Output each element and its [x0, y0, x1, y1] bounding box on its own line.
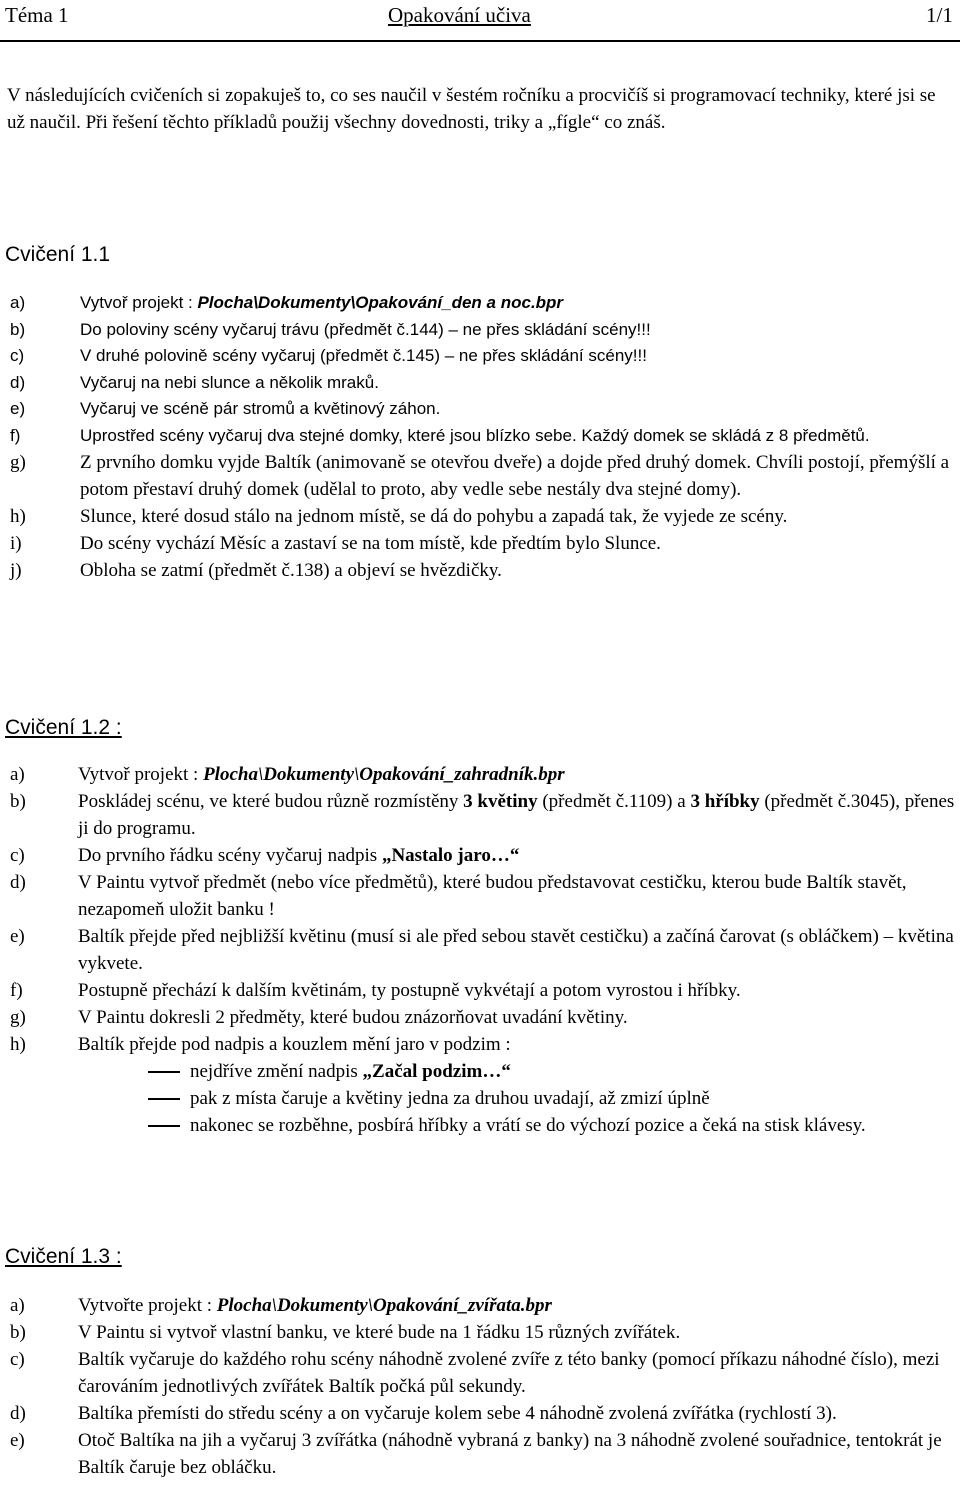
list-item: g) V Paintu dokresli 2 předměty, které budou znázorňovat uvadání květiny.	[10, 1007, 628, 1028]
exercise-1-1-list	[10, 290, 955, 584]
list-item: c) V druhé polovině scény vyčaruj (předmět č.145) – ne přes skládání scény!!!	[10, 346, 647, 365]
list-item: c) Do prvního řádku scény vyčaruj nadpis „Nastalo jaro…“	[10, 845, 520, 866]
page-number: 1/1	[926, 3, 953, 27]
exercise-1-2-title: Cvičení 1.2 :	[5, 716, 122, 739]
list-item: f) Uprostřed scény vyčaruj dva stejné domky, které jsou blízko sebe. Každý domek se skládá z 8 předmětů.	[10, 425, 870, 445]
list-item: e) Vyčaruj ve scéně pár stromů a květinový záhon.	[10, 399, 441, 418]
list-item: d) V Paintu vytvoř předmět (nebo více předmětů), které budou představovat cestičku, kterou bude Baltík stavět, nezapomeň uložit banku !	[10, 872, 907, 920]
list-item: g) Z prvního domku vyjde Baltík (animovaně se otevřou dveře) a dojde před druhý domek. Chvíli postojí, přemýšlí a potom přestaví druhý domek (udělal to proto, aby vedle sebe nestály dva stejné domy).	[10, 452, 950, 500]
list-item: c) Baltík vyčaruje do každého rohu scény náhodně zvolené zvíře z této banky (pomocí příkazu náhodné číslo), mezi čarováním jednotlivých zvířátek Baltík počká půl sekundy.	[10, 1349, 940, 1397]
list-item: i) Do scény vychází Měsíc a zastaví se na tom místě, kde předtím bylo Slunce.	[10, 533, 661, 554]
list-item: h) Baltík přejde pod nadpis a kouzlem mění jaro v podzim :	[10, 1034, 511, 1055]
list-item: e) Otoč Baltíka na jih a vyčaruj 3 zvířátka (náhodně vybraná z banky) na 3 náhodně zvolené souřadnice, tentokrát je Baltík čaruje bez obláčku.	[10, 1430, 942, 1478]
list-item: j) Obloha se zatmí (předmět č.138) a objeví se hvězdičky.	[10, 560, 502, 581]
exercise-1-3-list	[10, 1292, 955, 1481]
list-item: h) Slunce, které dosud stálo na jednom místě, se dá do pohybu a zapadá tak, že vyjede ze scény.	[10, 506, 788, 527]
page-header	[0, 0, 960, 42]
list-item: b) Poskládej scénu, ve které budou různě rozmístěny 3 květiny (předmět č.1109) a 3 hříbky (předmět č.3045), přenes ji do programu.	[10, 791, 955, 839]
exercise-1-3-title: Cvičení 1.3 :	[5, 1245, 122, 1268]
sub-list-item: nakonec se rozběhne, posbírá hříbky a vrátí se do výchozí pozice a čeká na stisk klávesy.	[10, 1112, 955, 1139]
project-path: Plocha\Dokumenty\Opakování_zahradník.bpr	[203, 764, 565, 785]
list-item: d) Baltíka přemísti do středu scény a on vyčaruje kolem sebe 4 náhodně zvolená zvířátka (rychlostí 3).	[10, 1403, 837, 1424]
list-item: b) Do poloviny scény vyčaruj trávu (předmět č.144) – ne přes skládání scény!!!	[10, 319, 651, 339]
project-path: Plocha\Dokumenty\Opakování_zvířata.bpr	[216, 1295, 552, 1316]
list-item: a) Vytvořte projekt : Plocha\Dokumenty\Opakování_zvířata.bpr	[10, 1295, 552, 1316]
list-item: a) Vytvoř projekt : Plocha\Dokumenty\Opakování_zahradník.bpr	[10, 764, 565, 785]
list-item: b) V Paintu si vytvoř vlastní banku, ve které bude na 1 řádku 15 různých zvířátek.	[10, 1322, 681, 1343]
list-item: f) Postupně přechází k dalším květinám, ty postupně vykvétají a potom vyrostou i hříbky.	[10, 980, 741, 1001]
page-title: Opakování učiva	[388, 3, 531, 27]
dash-bullet	[148, 1071, 180, 1073]
sub-list-item: nejdříve změní nadpis „Začal podzim…“	[10, 1058, 955, 1085]
list-item: d) Vyčaruj na nebi slunce a několik mraků.	[10, 372, 379, 392]
topic-label: Téma 1	[5, 3, 69, 27]
dash-bullet	[148, 1125, 180, 1127]
exercise-1-1-title: Cvičení 1.1	[5, 243, 111, 266]
project-path: Plocha\Dokumenty\Opakování_den a noc.bpr	[197, 293, 564, 312]
sub-list-item: pak z místa čaruje a květiny jedna za druhou uvadají, až zmizí úplně	[10, 1085, 955, 1112]
exercise-1-2-list	[10, 761, 955, 1139]
list-item: e) Baltík přejde před nejbližší květinu (musí si ale před sebou stavět cestičku) a začíná čarovat (s obláčkem) – květina vykvete.	[10, 926, 954, 974]
intro-paragraph: V následujících cvičeních si zopakuješ to, co ses naučil v šestém ročníku a procvičíš si programovací techniky, které jsi se už naučil. Při řešení těchto příkladů použij všechny dovednosti, triky a „fígle“ co znáš.	[7, 85, 936, 133]
dash-bullet	[148, 1098, 180, 1100]
list-item: a) Vytvoř projekt : Plocha\Dokumenty\Opakování_den a noc.bpr	[10, 293, 564, 312]
